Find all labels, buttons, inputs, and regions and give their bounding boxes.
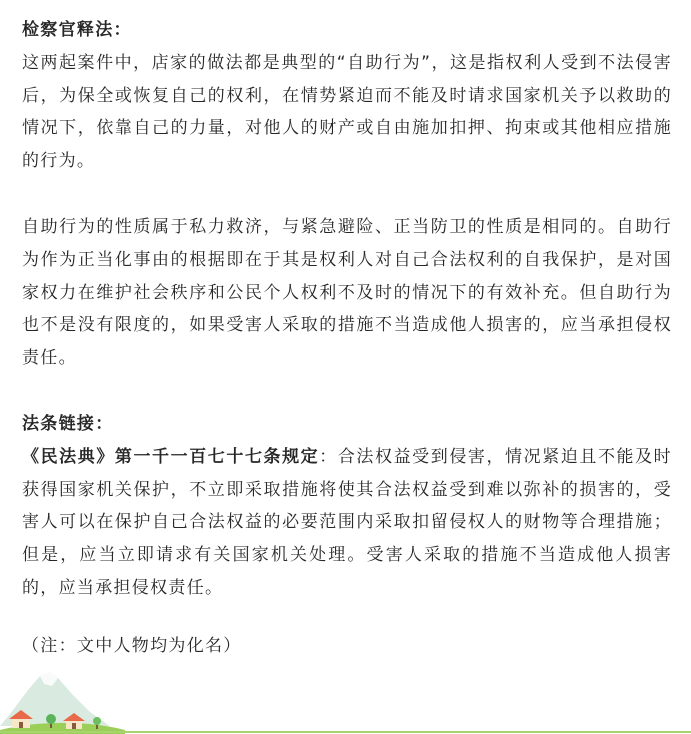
spacer [22, 178, 672, 211]
self-help-nature-paragraph: 自助行为的性质属于私力救济，与紧急避险、正当防卫的性质是相同的。自助行为作为正当化事由的根据即在于其是权利人对自己合法权利的自我保护，是对国家权力在维护社会秩序和公民个人权利不及时的情况下的有效补充。但自助行为也不是没有限度的，如果受害人采取的措施不当造成他人损害的，应当承担侵权责任。 [22, 216, 672, 369]
law-article-text: ：合法权益受到侵害，情况紧迫且不能及时获得国家机关保护，不立即采取措施将使其合法权益受到难以弥补的损害的，受害人可以在保护自己合法权益的必要范围内采取扣留侵权人的财物等合理措施；但是，应当立即请求有关国家机关处理。受害人采取的措施不当造成他人损害的，应当承担侵权责任。 [22, 446, 672, 598]
article-body [22, 14, 672, 663]
prosecutor-explanation-heading: 检察官释法： [22, 20, 132, 40]
law-article-paragraph [22, 441, 672, 605]
pseudonym-note: （注：文中人物均为化名） [22, 635, 242, 656]
spacer [22, 375, 672, 408]
law-link-heading: 法条链接： [22, 413, 114, 434]
village-landscape-illustration [0, 664, 691, 734]
law-article-title: 《民法典》第一千一百七十七条规定 [22, 446, 320, 467]
prosecutor-explanation-paragraph: 这两起案件中，店家的做法都是典型的“自助行为”，这是指权利人受到不法侵害后，为保全或恢复自己的权利，在情势紧迫而不能及时请求国家机关予以救助的情况下，依靠自己的力量，对他人的财产或自由施加扣押、拘束或其他相应措施的行为。 [22, 52, 672, 172]
spacer [22, 605, 672, 630]
ground-line [0, 731, 691, 733]
